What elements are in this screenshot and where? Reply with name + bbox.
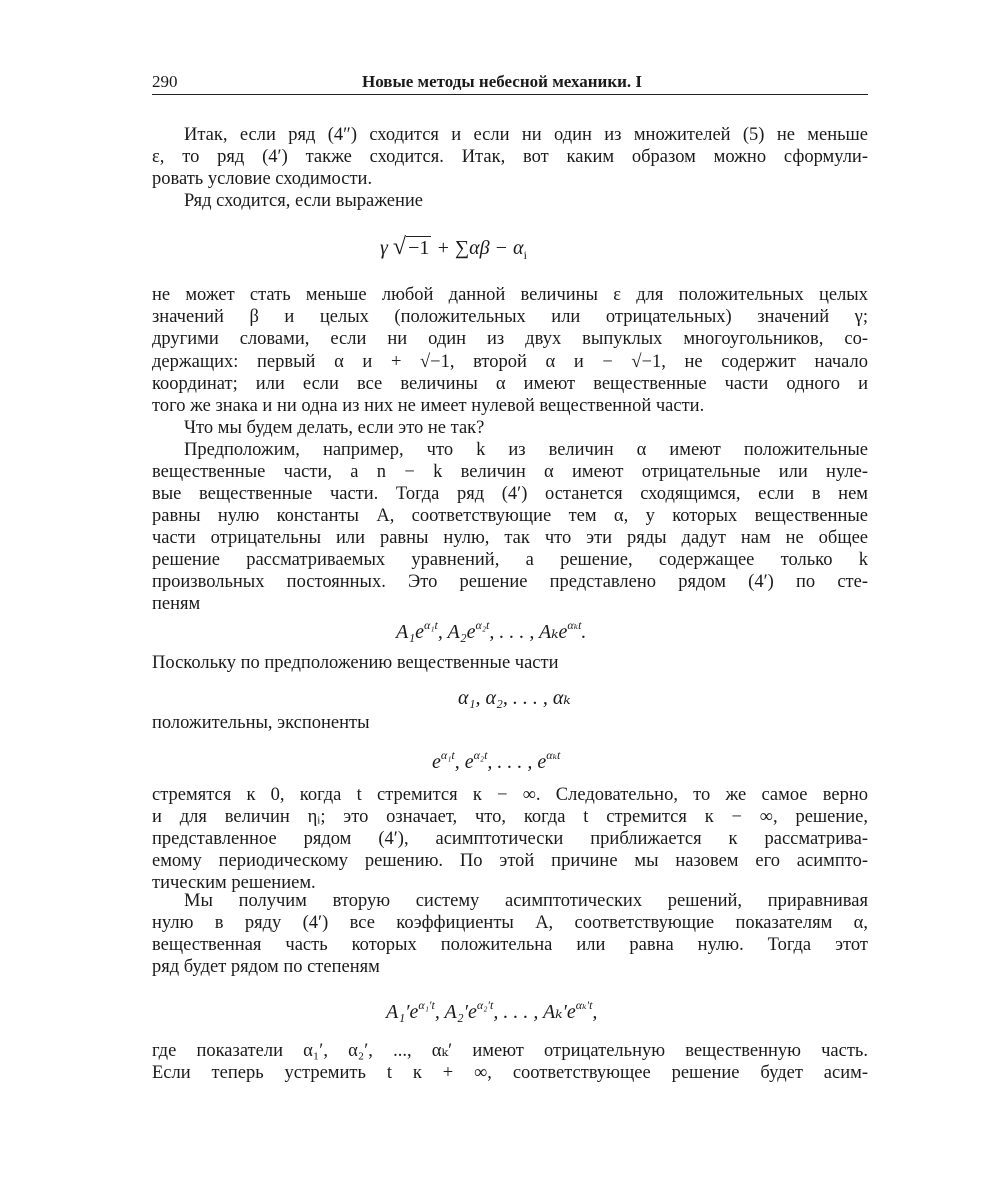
text-line: Поскольку по предположению вещественные части bbox=[152, 653, 559, 673]
formula-exponent: αₖt bbox=[546, 748, 561, 762]
formula-radicand: −1 bbox=[408, 237, 430, 259]
text-line: вые вещественные части. Тогда ряд (4′) останется сходящимся, если в нем bbox=[152, 484, 868, 504]
text-line: координат; или если все величины α имеют вещественные части одного и bbox=[152, 374, 868, 394]
text-line: представленное рядом (4′), асимптотически приближается к рассматрива- bbox=[152, 829, 868, 849]
text-line: ровать условие сходимости. bbox=[152, 169, 373, 189]
text-line: другими словами, если ни один из двух выпуклых многоугольников, со- bbox=[152, 329, 868, 349]
text-line: Ряд сходится, если выражение bbox=[184, 191, 423, 211]
running-title: Новые методы небесной механики. I bbox=[362, 72, 643, 91]
text-line: ряд будет рядом по степеням bbox=[152, 957, 380, 977]
formula-exponent: αₖt bbox=[567, 618, 582, 632]
text-line: пеням bbox=[152, 594, 201, 614]
formula-exponent: α₁t bbox=[424, 618, 438, 632]
formula-alpha-list: α₁, α₂, . . . , αₖ bbox=[458, 687, 571, 709]
text-line: Что мы будем делать, если это не так? bbox=[184, 418, 485, 438]
formula-exponent: αₖ′t bbox=[575, 998, 593, 1012]
text-line: не может стать меньше любой данной величины ε для положительных целых bbox=[152, 285, 868, 305]
formula-gamma: γ bbox=[380, 237, 388, 259]
formula-exponent: α₂′t bbox=[476, 998, 494, 1012]
text-line: вещественные части, а n − k величин α имеют отрицательные или нуле- bbox=[152, 462, 868, 482]
text-line: нулю в ряду (4′) все коэффициенты A, соответствующие показателям α, bbox=[152, 913, 868, 933]
formula-sum-term: + ∑αβ − α bbox=[431, 237, 524, 259]
text-line: емому периодическому решению. По этой причине мы назовем его асимпто- bbox=[152, 851, 868, 871]
text-line: вещественная часть которых положительна или равна нулю. Тогда этот bbox=[152, 935, 868, 955]
text-line: Итак, если ряд (4″) сходится и если ни один из множителей (5) не меньше bbox=[184, 125, 868, 145]
page-number: 290 bbox=[152, 72, 178, 91]
text-line: где показатели α₁′, α₂′, ..., αₖ′ имеют отрицательную вещественную часть. bbox=[152, 1041, 868, 1061]
text-line: значений β и целых (положительных или отрицательных) значений γ; bbox=[152, 307, 868, 327]
formula-series-negative: $A_1'e^{\alpha_1't}$, $A_2'e^{\alpha_2't}$, . . . , $A_k'e^{\alpha_k't}$, bbox=[386, 998, 598, 1023]
formula-subscript: i bbox=[523, 248, 527, 262]
text-line: тическим решением. bbox=[152, 873, 316, 893]
text-line: того же знака и ни одна из них не имеет нулевой вещественной части. bbox=[152, 396, 705, 416]
text-line: Если теперь устремить t к + ∞, соответствующее решение будет асим- bbox=[152, 1063, 868, 1083]
formula-series-positive: $A_1e^{\alpha_1t}$, $A_2e^{\alpha_2t}$, . . . , Aₖe$^{\alpha_kt}$. bbox=[396, 618, 587, 643]
text-line: части отрицательны или равны нулю, так что эти ряды дадут нам не общее bbox=[152, 528, 868, 548]
text-line: равны нулю константы A, соответствующие тем α, у которых вещественные bbox=[152, 506, 868, 526]
formula-exponent: α₂t bbox=[475, 618, 490, 632]
running-header bbox=[152, 72, 868, 95]
text-line: ε, то ряд (4′) также сходится. Итак, вот каким образом можно сформули- bbox=[152, 147, 868, 167]
formula-exponentials: $e^{\alpha_1t}$, $e^{\alpha_2t}$, . . . , $e^{\alpha_kt}$ bbox=[432, 748, 561, 773]
text-line: произвольных постоянных. Это решение представлено рядом (4′) по сте- bbox=[152, 572, 868, 592]
radical-sign: √ bbox=[392, 234, 407, 260]
formula-exponent: α₂t bbox=[473, 748, 488, 762]
text-line: Мы получим вторую систему асимптотических решений, приравнивая bbox=[184, 891, 868, 911]
text-line: положительны, экспоненты bbox=[152, 713, 370, 733]
text-line: держащих: первый α и + √−1, второй α и − √−1, не содержит начало bbox=[152, 352, 868, 372]
formula-exponent: α₁′t bbox=[418, 998, 435, 1012]
formula-convergence-expression bbox=[380, 234, 527, 268]
text-line: решение рассматриваемых уравнений, а решение, содержащее только k bbox=[152, 550, 868, 570]
text-line: и для величин ηᵢ; это означает, что, когда t стремится к − ∞, решение, bbox=[152, 807, 868, 827]
formula-exponent: α₁t bbox=[440, 748, 455, 762]
text-line: Предположим, например, что k из величин α имеют положительные bbox=[184, 440, 868, 460]
text-line: стремятся к 0, когда t стремится к − ∞. Следовательно, то же самое верно bbox=[152, 785, 868, 805]
